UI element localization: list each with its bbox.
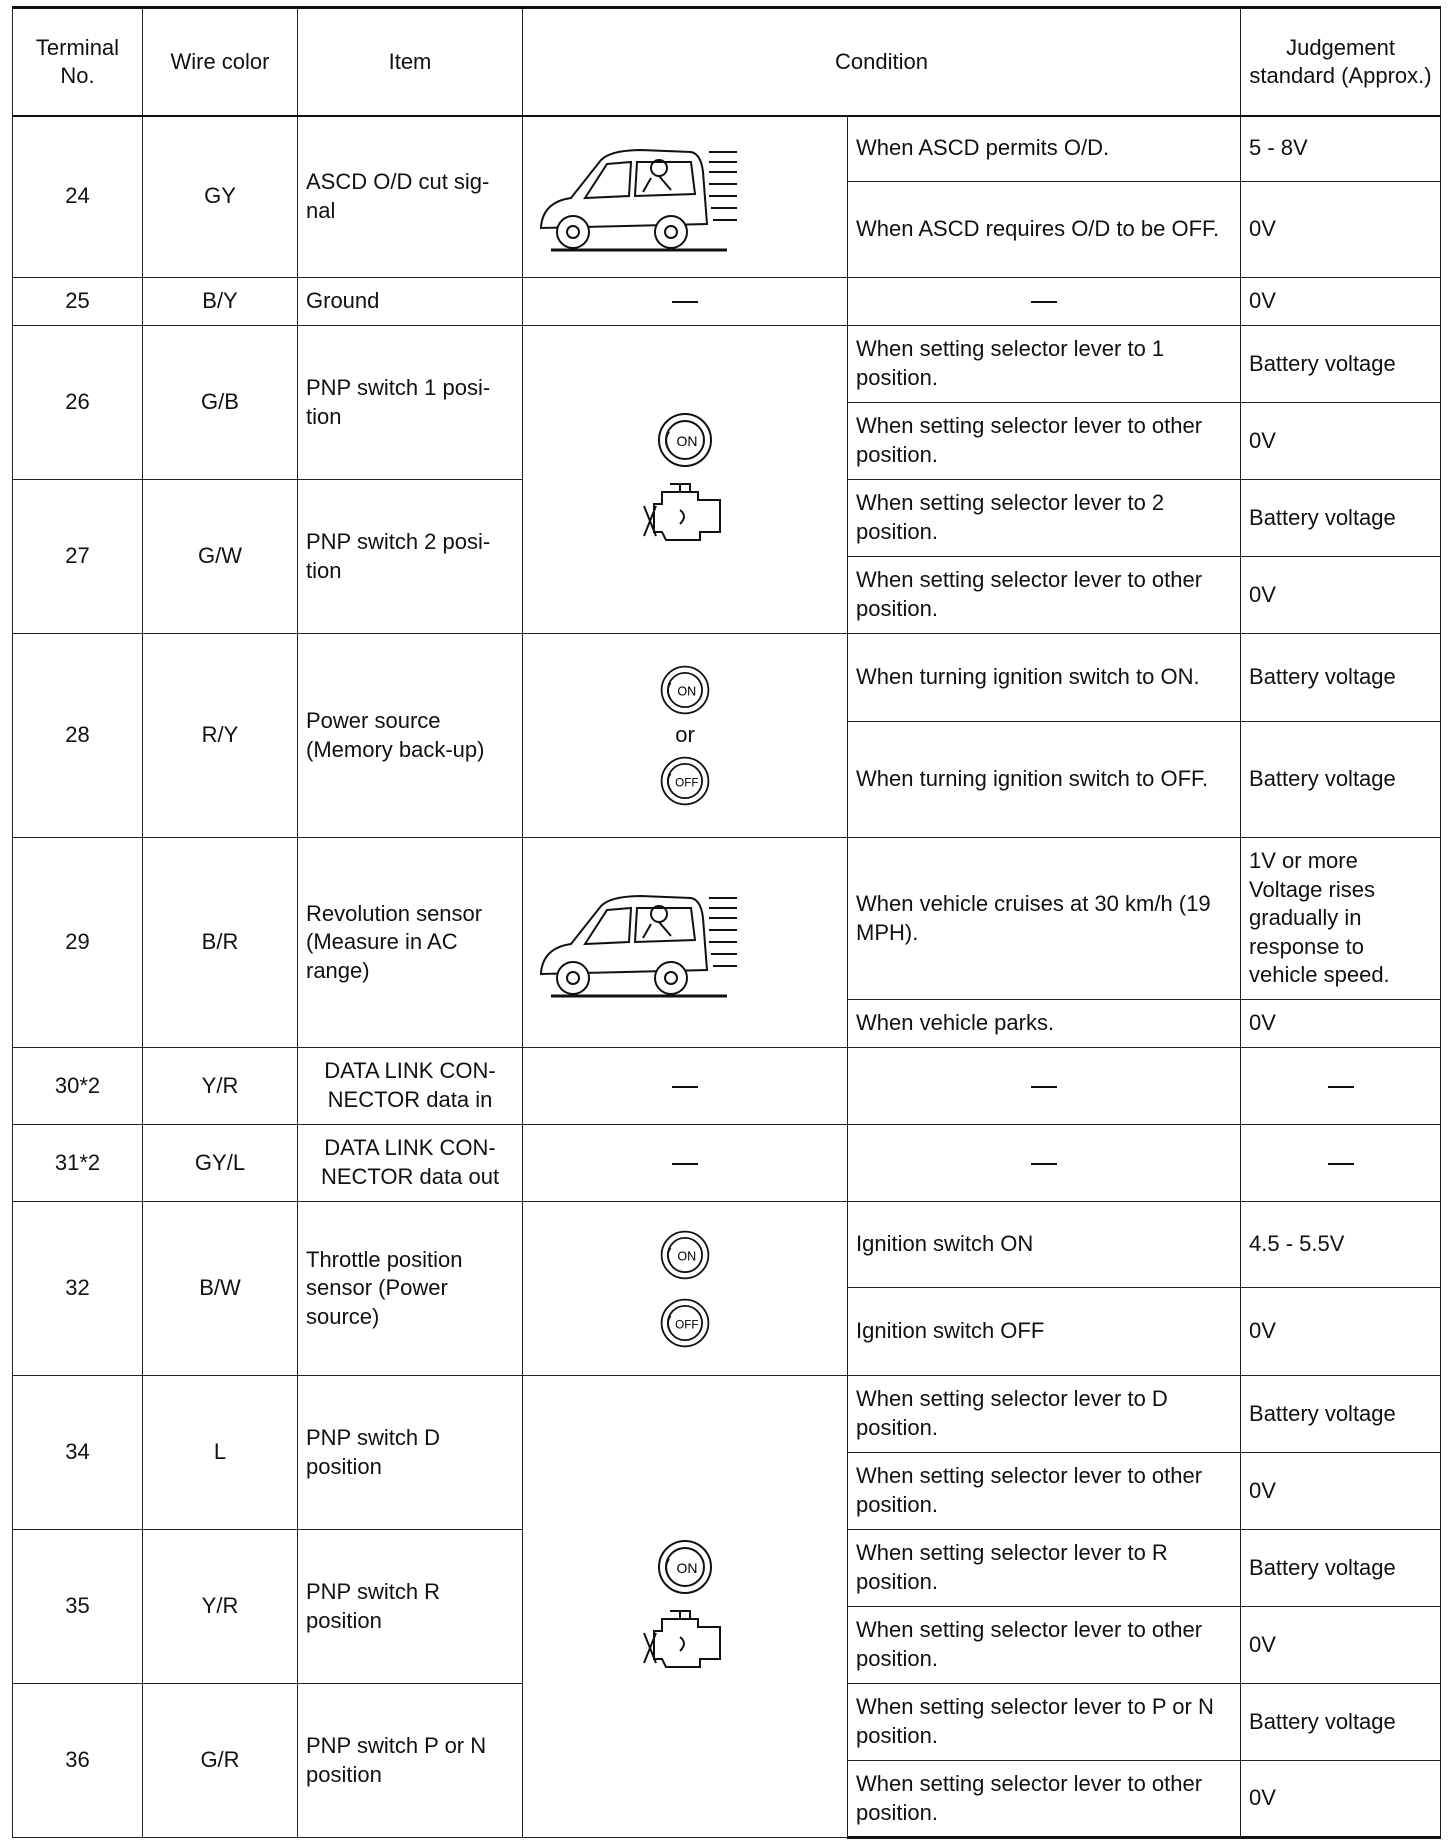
item-cell: ASCD O/D cut sig-nal <box>298 116 523 278</box>
dash-mark <box>672 1086 698 1088</box>
condition-cell: When setting selector lever to other position. <box>848 1607 1241 1684</box>
condition-icon-cell <box>523 1376 848 1838</box>
judgement-cell <box>1241 1125 1441 1202</box>
judgement-cell: Battery voltage <box>1241 326 1441 403</box>
condition-cell: Ignition switch ON <box>848 1202 1241 1288</box>
engine-icon <box>640 1607 730 1677</box>
terminal-cell: 25 <box>13 278 143 326</box>
condition-cell: When vehicle cruises at 30 km/h (19 MPH). <box>848 838 1241 1000</box>
item-cell: DATA LINK CON-NECTOR data out <box>298 1125 523 1202</box>
condition-cell: When ASCD requires O/D to be OFF. <box>848 182 1241 278</box>
item-cell: PNP switch P or N position <box>298 1684 523 1838</box>
judgement-cell: 0V <box>1241 557 1441 634</box>
dash-mark <box>1031 301 1057 303</box>
dash-mark <box>1328 1086 1354 1088</box>
ignition-key-on-icon <box>658 1228 712 1282</box>
judgement-cell: Battery voltage <box>1241 1684 1441 1761</box>
item-cell: DATA LINK CON-NECTOR data in <box>298 1048 523 1125</box>
terminal-cell: 30*2 <box>13 1048 143 1125</box>
judgement-cell: 0V <box>1241 1453 1441 1530</box>
condition-cell: When setting selector lever to P or N position. <box>848 1684 1241 1761</box>
judgement-cell: Battery voltage <box>1241 1376 1441 1453</box>
judgement-cell: Battery voltage <box>1241 634 1441 722</box>
terminal-cell: 27 <box>13 480 143 634</box>
item-cell: PNP switch 1 posi-tion <box>298 326 523 480</box>
ignition-key-off-icon <box>658 1296 712 1350</box>
key-off-text: OFF <box>675 776 699 790</box>
dash-mark <box>672 301 698 303</box>
condition-cell: When setting selector lever to other position. <box>848 403 1241 480</box>
judgement-cell: 0V <box>1241 278 1441 326</box>
wire-color-cell: GY <box>143 116 298 278</box>
header-terminal: Terminal No. <box>13 8 143 116</box>
terminal-cell: 32 <box>13 1202 143 1376</box>
condition-icon-cell <box>523 838 848 1048</box>
condition-cell: When setting selector lever to 2 position. <box>848 480 1241 557</box>
table-row-25 <box>13 278 1441 326</box>
condition-cell: When vehicle parks. <box>848 1000 1241 1048</box>
wire-color-cell: R/Y <box>143 634 298 838</box>
key-on-text: ON <box>676 1559 698 1576</box>
ignition-key-on-icon <box>655 1537 715 1597</box>
table-row-34 <box>13 1376 1441 1453</box>
judgement-cell <box>1241 1048 1441 1125</box>
ignition-key-off-icon <box>658 754 712 808</box>
condition-icon-cell <box>523 116 848 278</box>
car-driving-icon <box>531 878 741 1008</box>
dash-mark <box>1328 1163 1354 1165</box>
header-judgement: Judgement standard (Approx.) <box>1241 8 1441 116</box>
wire-color-cell: L <box>143 1376 298 1530</box>
judgement-cell: 0V <box>1241 1761 1441 1838</box>
wire-color-cell: Y/R <box>143 1048 298 1125</box>
condition-icon-cell <box>523 1202 848 1376</box>
terminal-cell: 26 <box>13 326 143 480</box>
table-row-26 <box>13 326 1441 403</box>
terminal-cell: 31*2 <box>13 1125 143 1202</box>
condition-icon-cell <box>523 1125 848 1202</box>
item-cell: PNP switch 2 posi-tion <box>298 480 523 634</box>
ignition-key-on-icon <box>655 410 715 470</box>
table-row-32 <box>13 1202 1441 1288</box>
table-header-row <box>13 8 1441 116</box>
judgement-cell: Battery voltage <box>1241 1530 1441 1607</box>
dash-mark <box>672 1163 698 1165</box>
judgement-cell: 0V <box>1241 1000 1441 1048</box>
wire-color-cell: B/R <box>143 838 298 1048</box>
key-on-text: ON <box>676 432 698 449</box>
table-row-29 <box>13 838 1441 1000</box>
dash-mark <box>1031 1163 1057 1165</box>
condition-icon-cell <box>523 1048 848 1125</box>
condition-cell: When setting selector lever to R position. <box>848 1530 1241 1607</box>
header-item: Item <box>298 8 523 116</box>
condition-cell: Ignition switch OFF <box>848 1288 1241 1376</box>
wire-color-cell: G/W <box>143 480 298 634</box>
judgement-cell: 0V <box>1241 403 1441 480</box>
judgement-cell: 0V <box>1241 1607 1441 1684</box>
item-cell: PNP switch R position <box>298 1530 523 1684</box>
item-cell: PNP switch D position <box>298 1376 523 1530</box>
judgement-cell: 0V <box>1241 182 1441 278</box>
wire-color-cell: B/W <box>143 1202 298 1376</box>
item-cell: Throttle position sensor (Power source) <box>298 1202 523 1376</box>
condition-cell: When setting selector lever to 1 position. <box>848 326 1241 403</box>
table-row-24 <box>13 116 1441 182</box>
condition-icon-cell <box>523 634 848 838</box>
terminal-cell: 35 <box>13 1530 143 1684</box>
condition-icon-cell <box>523 278 848 326</box>
terminal-cell: 29 <box>13 838 143 1048</box>
wire-color-cell: G/R <box>143 1684 298 1838</box>
wire-color-cell: Y/R <box>143 1530 298 1684</box>
key-on-text: ON <box>677 684 697 699</box>
wire-color-cell: G/B <box>143 326 298 480</box>
condition-icon-cell <box>523 326 848 634</box>
condition-cell: When setting selector lever to D position. <box>848 1376 1241 1453</box>
item-cell: Power source (Memory back-up) <box>298 634 523 838</box>
condition-cell: When setting selector lever to other position. <box>848 557 1241 634</box>
terminal-spec-table <box>12 6 1441 1839</box>
condition-cell <box>848 1048 1241 1125</box>
condition-cell: When turning ignition switch to OFF. <box>848 722 1241 838</box>
item-cell: Ground <box>298 278 523 326</box>
terminal-cell: 24 <box>13 116 143 278</box>
item-cell: Revolution sensor (Measure in AC range) <box>298 838 523 1048</box>
header-condition: Condition <box>523 8 1241 116</box>
condition-cell <box>848 278 1241 326</box>
condition-cell <box>848 1125 1241 1202</box>
or-label: or <box>675 722 695 748</box>
condition-cell: When setting selector lever to other position. <box>848 1453 1241 1530</box>
judgement-cell: 0V <box>1241 1288 1441 1376</box>
terminal-cell: 28 <box>13 634 143 838</box>
table-row-31 <box>13 1125 1441 1202</box>
condition-cell: When turning ignition switch to ON. <box>848 634 1241 722</box>
key-off-text: OFF <box>675 1317 699 1331</box>
wire-color-cell: B/Y <box>143 278 298 326</box>
header-wire-color: Wire color <box>143 8 298 116</box>
table-row-28 <box>13 634 1441 722</box>
judgement-cell: Battery voltage <box>1241 480 1441 557</box>
dash-mark <box>1031 1086 1057 1088</box>
terminal-cell: 34 <box>13 1376 143 1530</box>
wire-color-cell: GY/L <box>143 1125 298 1202</box>
condition-cell: When setting selector lever to other position. <box>848 1761 1241 1838</box>
condition-cell: When ASCD permits O/D. <box>848 116 1241 182</box>
key-on-text: ON <box>677 1248 697 1263</box>
judgement-cell: 4.5 - 5.5V <box>1241 1202 1441 1288</box>
car-driving-icon <box>531 132 741 262</box>
judgement-cell: Battery voltage <box>1241 722 1441 838</box>
judgement-cell: 1V or more Voltage rises gradually in response to vehicle speed. <box>1241 838 1441 1000</box>
terminal-cell: 36 <box>13 1684 143 1838</box>
judgement-cell: 5 - 8V <box>1241 116 1441 182</box>
ignition-key-on-icon <box>658 663 712 717</box>
table-row-30 <box>13 1048 1441 1125</box>
engine-icon <box>640 480 730 550</box>
